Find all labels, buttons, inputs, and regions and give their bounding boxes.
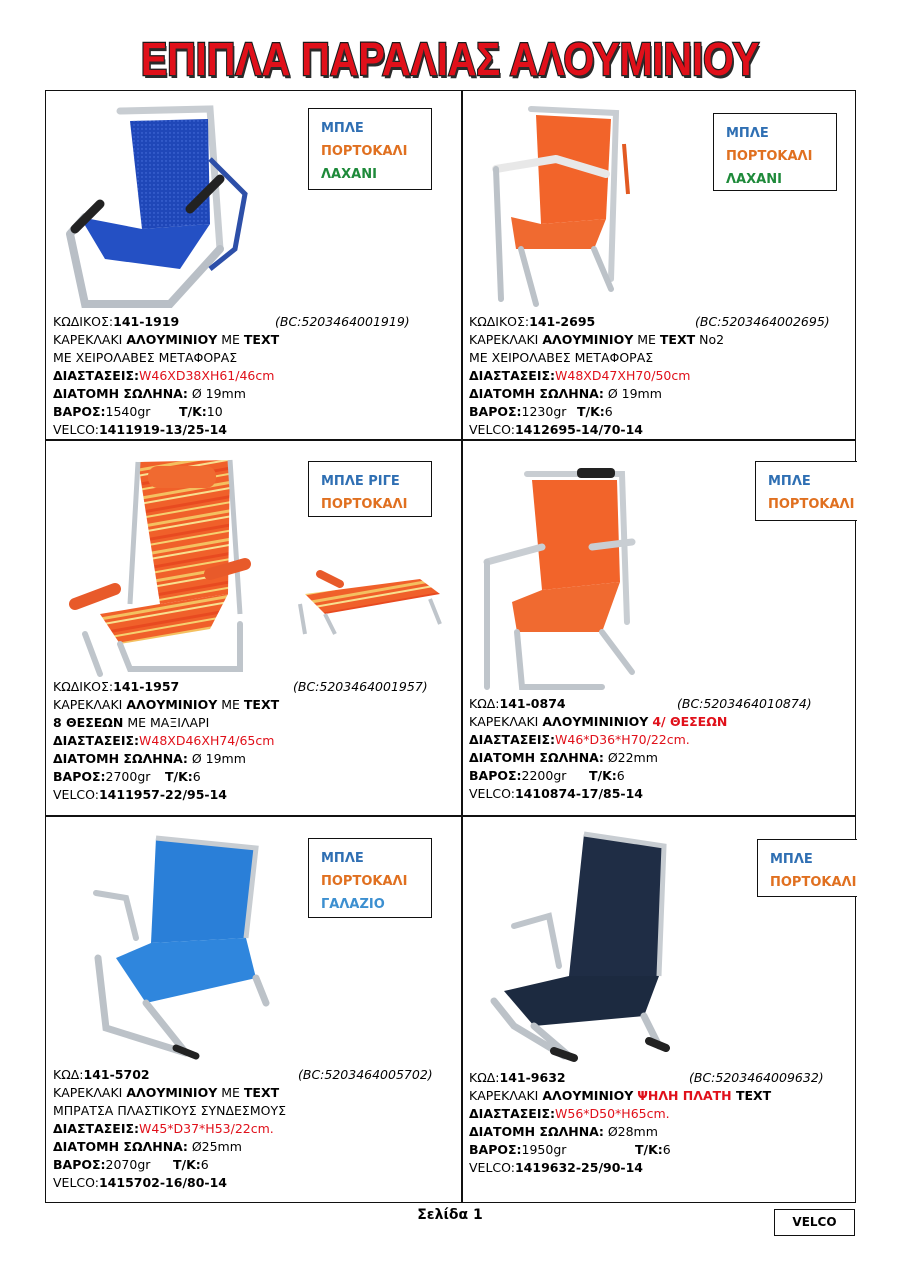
tk-value: 6 — [604, 404, 613, 419]
desc-bold: ΑΛΟΥΜΙΝΙΟΥ — [542, 332, 634, 347]
product-card-141-1957 — [46, 440, 461, 815]
desc-bold: ΑΛΟΥΜΙΝΙΟΥ — [126, 1085, 218, 1100]
color-option: ΜΠΛΕ — [770, 852, 813, 867]
product-info — [469, 313, 854, 439]
weight-label: ΒΑΡΟΣ: — [53, 1157, 106, 1172]
brand-box: VELCO — [774, 1209, 855, 1236]
desc-text: ΜΕ ΧΕΙΡΟΛΑΒΕΣ ΜΕΤΑΦΟΡΑΣ — [53, 350, 238, 365]
tube-label: ΔΙΑΤΟΜΗ ΣΩΛΗΝΑ: — [53, 751, 188, 766]
product-code: 141-9632 — [499, 1070, 566, 1085]
tk-value: 6 — [616, 768, 625, 783]
product-info — [53, 1066, 453, 1192]
colors-box — [757, 839, 857, 897]
dims-label: ΔΙΑΣΤΑΣΕΙΣ: — [469, 1106, 556, 1121]
desc-bold: TEXT — [243, 1085, 280, 1100]
colors-box — [308, 108, 432, 190]
dims-label: ΔΙΑΣΤΑΣΕΙΣ: — [53, 733, 140, 748]
color-option: ΠΟΡΤΟΚΑΛΙ — [321, 497, 408, 512]
color-option: ΠΟΡΤΟΚΑΛΙ — [321, 144, 408, 159]
barcode: (BC:5203464009632) — [689, 1070, 824, 1085]
tube-label: ΔΙΑΤΟΜΗ ΣΩΛΗΝΑ: — [469, 1124, 604, 1139]
dims-value: W48XD46XH74/65cm — [139, 733, 275, 748]
color-option: ΜΠΛΕ — [321, 121, 364, 136]
color-option: ΜΠΛΕ — [726, 126, 769, 141]
dims-value: W45*D37*H53/22cm. — [139, 1121, 274, 1136]
product-code: 141-0874 — [499, 696, 566, 711]
barcode: (BC:5203464005702) — [298, 1067, 433, 1082]
weight-value: 1540gr — [105, 404, 151, 419]
color-option: ΜΠΛΕ ΡΙΓΕ — [321, 474, 400, 489]
dims-value: W46XD38XH61/46cm — [139, 368, 275, 383]
color-option: ΜΠΛΕ — [768, 474, 811, 489]
dims-label: ΔΙΑΣΤΑΣΕΙΣ: — [469, 732, 556, 747]
desc-text: ΜΕ — [217, 332, 244, 347]
velco-code: 1415702-16/80-14 — [98, 1175, 227, 1190]
dims-label: ΔΙΑΣΤΑΣΕΙΣ: — [53, 1121, 140, 1136]
desc-bold: TEXT — [243, 697, 280, 712]
chair-orange-4pos-image — [472, 462, 652, 702]
desc-text: No2 — [695, 332, 725, 347]
weight-value: 1950gr — [521, 1142, 567, 1157]
dims-label: ΔΙΑΣΤΑΣΕΙΣ: — [469, 368, 556, 383]
velco-label: VELCO: — [469, 786, 515, 801]
color-option: ΛΑΧΑΝΙ — [726, 172, 782, 187]
barcode: (BC:5203464002695) — [695, 314, 830, 329]
colors-box — [308, 461, 432, 517]
colors-box — [713, 113, 837, 191]
desc-text: ΚΑΡΕΚΛΑΚΙ — [53, 1085, 127, 1100]
product-card-141-0874 — [462, 440, 857, 815]
tk-value: 6 — [662, 1142, 671, 1157]
color-option: ΠΟΡΤΟΚΑΛΙ — [321, 874, 408, 889]
velco-code: 1410874-17/85-14 — [514, 786, 643, 801]
desc-bold: TEXT — [659, 332, 696, 347]
code-label: ΚΩΔ: — [53, 1067, 84, 1082]
desc-bold: TEXT — [243, 332, 280, 347]
tk-value: 10 — [206, 404, 223, 419]
velco-code: 1411957-22/95-14 — [98, 787, 227, 802]
chair-blue-image — [60, 99, 255, 311]
code-label: ΚΩΔΙΚΟΣ: — [53, 314, 114, 329]
product-card-141-9632 — [462, 816, 857, 1203]
chair-orange-image — [476, 99, 636, 311]
product-card-141-2695 — [462, 91, 857, 439]
code-label: ΚΩΔ: — [469, 1070, 500, 1085]
tk-label: Τ/Κ: — [173, 1157, 201, 1172]
barcode: (BC:5203464010874) — [677, 696, 812, 711]
color-option: ΠΟΡΤΟΚΑΛΙ — [768, 497, 855, 512]
code-label: ΚΩΔ: — [469, 696, 500, 711]
weight-value: 2070gr — [105, 1157, 151, 1172]
weight-label: ΒΑΡΟΣ: — [469, 404, 522, 419]
desc-bold: TEXT — [731, 1088, 772, 1103]
tk-label: Τ/Κ: — [589, 768, 617, 783]
desc-text: ΜΕ — [217, 1085, 244, 1100]
tk-value: 6 — [192, 769, 201, 784]
desc-text: ΜΕ ΜΑΞΙΛΑΡΙ — [123, 715, 210, 730]
product-code: 141-1957 — [113, 679, 180, 694]
velco-code: 1412695-14/70-14 — [514, 422, 643, 437]
tube-label: ΔΙΑΤΟΜΗ ΣΩΛΗΝΑ: — [53, 386, 188, 401]
desc-text: ΚΑΡΕΚΛΑΚΙ — [469, 714, 543, 729]
product-grid — [45, 90, 856, 1203]
page-title: ΕΠΙΠΛΑ ΠΑΡΑΛΙΑΣ ΑΛΟΥΜΙΝΙΟΥ — [140, 33, 760, 85]
desc-text: ΚΑΡΕΚΛΑΚΙ — [469, 1088, 543, 1103]
weight-label: ΒΑΡΟΣ: — [469, 1142, 522, 1157]
chair-lightblue-image — [76, 828, 276, 1068]
desc-bold: 8 ΘΕΣΕΩΝ — [53, 715, 124, 730]
tk-label: Τ/Κ: — [635, 1142, 663, 1157]
desc-text: ΚΑΡΕΚΛΑΚΙ — [53, 697, 127, 712]
chair-navy-image — [474, 826, 684, 1066]
desc-red: 4/ ΘΕΣΕΩΝ — [652, 714, 728, 729]
product-card-141-5702 — [46, 816, 461, 1203]
dims-label: ΔΙΑΣΤΑΣΕΙΣ: — [53, 368, 140, 383]
tk-label: Τ/Κ: — [165, 769, 193, 784]
product-info — [53, 678, 453, 804]
product-code: 141-5702 — [83, 1067, 150, 1082]
barcode: (BC:5203464001919) — [275, 314, 410, 329]
weight-label: ΒΑΡΟΣ: — [469, 768, 522, 783]
velco-label: VELCO: — [469, 422, 515, 437]
tk-label: Τ/Κ: — [577, 404, 605, 419]
tube-label: ΔΙΑΤΟΜΗ ΣΩΛΗΝΑ: — [469, 386, 604, 401]
weight-label: ΒΑΡΟΣ: — [53, 404, 106, 419]
product-code: 141-1919 — [113, 314, 180, 329]
velco-label: VELCO: — [53, 1175, 99, 1190]
weight-value: 2700gr — [105, 769, 151, 784]
desc-bold: ΑΛΟΥΜΙΝΙΟΥ — [126, 332, 218, 347]
product-card-141-1919 — [46, 91, 461, 439]
product-code: 141-2695 — [529, 314, 596, 329]
velco-label: VELCO: — [53, 787, 99, 802]
weight-value: 1230gr — [521, 404, 567, 419]
colors-box — [755, 461, 857, 521]
dims-value: W48XD47XH70/50cm — [555, 368, 691, 383]
color-option: ΠΟΡΤΟΚΑΛΙ — [726, 149, 813, 164]
colors-box — [308, 838, 432, 918]
desc-bold: ΑΛΟΥΜΙΝΙΟΥ — [126, 697, 218, 712]
barcode: (BC:5203464001957) — [293, 679, 428, 694]
code-label: ΚΩΔΙΚΟΣ: — [53, 679, 114, 694]
desc-text: ΜΕ — [217, 697, 244, 712]
desc-bold: ΑΛΟΥΜΙΝΙΝΙΟΥ — [542, 714, 649, 729]
velco-code: 1411919-13/25-14 — [98, 422, 227, 437]
tube-value: Ø 19mm — [603, 386, 662, 401]
tube-value: Ø 19mm — [187, 386, 246, 401]
velco-code: 1419632-25/90-14 — [514, 1160, 643, 1175]
page-number: Σελίδα 1 — [417, 1207, 483, 1223]
color-option: ΛΑΧΑΝΙ — [321, 167, 377, 182]
dims-value: W56*D50*H65cm. — [555, 1106, 670, 1121]
velco-label: VELCO: — [53, 422, 99, 437]
tube-label: ΔΙΑΤΟΜΗ ΣΩΛΗΝΑ: — [53, 1139, 188, 1154]
color-option: ΠΟΡΤΟΚΑΛΙ — [770, 875, 857, 890]
product-info — [469, 695, 854, 803]
tube-value: Ø28mm — [603, 1124, 658, 1139]
product-info — [469, 1069, 854, 1177]
color-option: ΜΠΛΕ — [321, 851, 364, 866]
desc-text: ΚΑΡΕΚΛΑΚΙ — [53, 332, 127, 347]
tube-value: Ø25mm — [187, 1139, 242, 1154]
desc-text: ΜΕ — [633, 332, 660, 347]
color-option: ΓΑΛΑΖΙΟ — [321, 897, 385, 912]
product-info — [53, 313, 453, 439]
tk-value: 6 — [200, 1157, 209, 1172]
desc-text: ΚΑΡΕΚΛΑΚΙ — [469, 332, 543, 347]
desc-text: ΜΕ ΧΕΙΡΟΛΑΒΕΣ ΜΕΤΑΦΟΡΑΣ — [469, 350, 654, 365]
velco-label: VELCO: — [469, 1160, 515, 1175]
weight-value: 2200gr — [521, 768, 567, 783]
tk-label: Τ/Κ: — [179, 404, 207, 419]
weight-label: ΒΑΡΟΣ: — [53, 769, 106, 784]
tube-label: ΔΙΑΤΟΜΗ ΣΩΛΗΝΑ: — [469, 750, 604, 765]
tube-value: Ø 19mm — [187, 751, 246, 766]
tube-value: Ø22mm — [603, 750, 658, 765]
desc-red: ΨΗΛΗ ΠΛΑΤΗ — [637, 1088, 732, 1103]
desc-bold: ΑΛΟΥΜΙΝΙΟΥ — [542, 1088, 634, 1103]
code-label: ΚΩΔΙΚΟΣ: — [469, 314, 530, 329]
dims-value: W46*D36*H70/22cm. — [555, 732, 690, 747]
desc-text: ΜΠΡΑΤΣΑ ΠΛΑΣΤΙΚΟΥΣ ΣΥΝΔΕΣΜΟΥΣ — [53, 1103, 286, 1118]
